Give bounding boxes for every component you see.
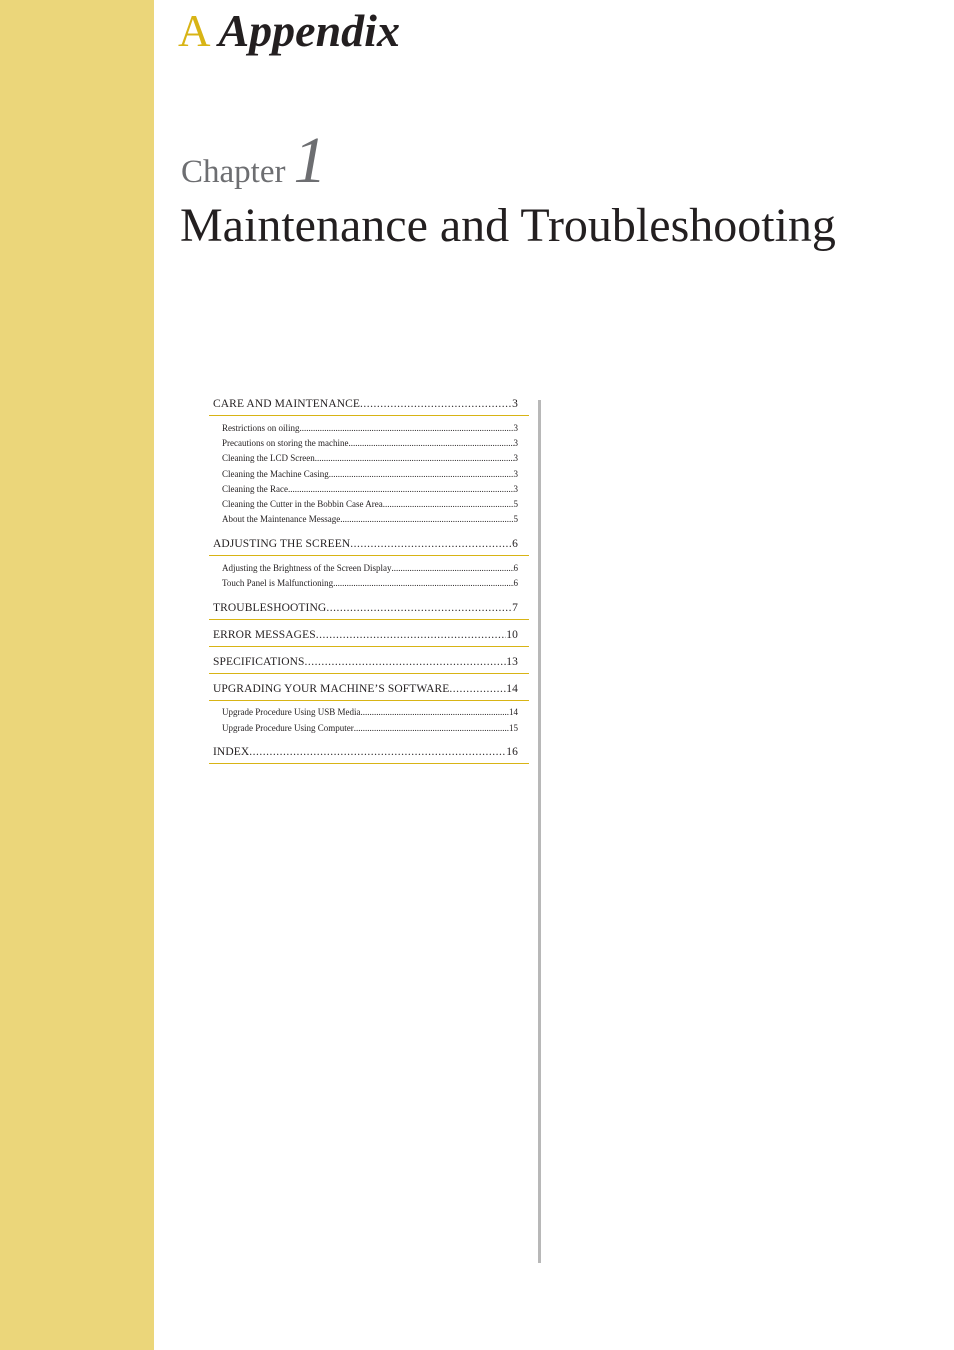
toc-subsection-row	[222, 563, 518, 573]
toc-subsection[interactable]	[222, 512, 518, 527]
toc-subsection-page: 14	[509, 707, 518, 718]
toc-subsection-title: Upgrade Procedure Using Computer	[222, 722, 354, 733]
dot-leader	[333, 578, 513, 588]
toc-section-page: 6	[512, 538, 518, 551]
toc-section-title: SPECIFICATIONS	[213, 655, 305, 668]
chapter-title: Maintenance and Troubleshooting	[180, 199, 836, 252]
toc-subsection-list	[209, 701, 529, 738]
chapter-label	[181, 124, 327, 197]
dot-leader	[249, 746, 506, 758]
toc-subsection[interactable]	[222, 705, 518, 720]
toc-subsection-row	[222, 707, 518, 717]
dot-leader	[360, 398, 512, 410]
toc-section-page: 7	[512, 601, 518, 614]
toc-section-title: TROUBLESHOOTING	[213, 601, 327, 614]
dot-leader	[315, 453, 514, 463]
toc-subsection[interactable]	[222, 720, 518, 735]
toc-subsection-row	[222, 578, 518, 588]
dot-leader	[305, 656, 507, 668]
toc-subsection-row	[222, 453, 518, 463]
vertical-divider	[538, 400, 541, 1263]
dot-leader	[360, 707, 509, 717]
dot-leader	[316, 629, 507, 641]
toc-subsection-page: 3	[513, 437, 518, 448]
toc-section-row	[213, 602, 518, 619]
dot-leader	[329, 469, 514, 479]
chapter-number: 1	[293, 124, 327, 197]
toc-subsection-page: 6	[513, 578, 518, 589]
toc-section-page: 16	[506, 746, 518, 759]
toc-section-title: ERROR MESSAGES	[213, 628, 316, 641]
toc-subsection[interactable]	[222, 481, 518, 496]
toc-section-page: 13	[506, 655, 518, 668]
toc-subsection-title: Cleaning the Machine Casing	[222, 468, 329, 479]
dot-leader	[340, 514, 513, 524]
toc-subsection-row	[222, 484, 518, 494]
toc-section[interactable]	[209, 623, 529, 647]
toc-subsection-page: 3	[513, 422, 518, 433]
toc-section-page: 14	[506, 682, 518, 695]
appendix-header	[178, 5, 400, 56]
toc-subsection-page: 15	[509, 722, 518, 733]
toc-subsection-title: Upgrade Procedure Using USB Media	[222, 707, 361, 718]
toc-subsection-row	[222, 438, 518, 448]
appendix-letter: A	[178, 6, 211, 56]
toc-subsection-title: Cleaning the Cutter in the Bobbin Case Area	[222, 499, 383, 510]
toc-subsection-list	[209, 556, 529, 593]
toc-subsection-row	[222, 514, 518, 524]
toc-section[interactable]	[209, 596, 529, 620]
toc-subsection-title: Touch Panel is Malfunctioning	[222, 578, 334, 589]
toc-subsection-page: 6	[513, 562, 518, 573]
side-color-band	[0, 0, 154, 1350]
toc-subsection-row	[222, 723, 518, 733]
toc-subsection-page: 5	[513, 514, 518, 525]
toc-subsection[interactable]	[222, 466, 518, 481]
toc-subsection-row	[222, 499, 518, 509]
chapter-word: Chapter	[181, 154, 286, 190]
toc-subsection-page: 3	[513, 453, 518, 464]
dot-leader	[449, 683, 506, 695]
toc-subsection-row	[222, 469, 518, 479]
dot-leader	[350, 538, 512, 550]
toc-section[interactable]	[209, 532, 529, 556]
toc-subsection-list	[209, 416, 529, 529]
toc-section-title: CARE AND MAINTENANCE	[213, 398, 361, 410]
toc-section[interactable]	[209, 740, 529, 764]
dot-leader	[288, 484, 514, 494]
table-of-contents	[209, 392, 529, 764]
toc-subsection-page: 3	[513, 468, 518, 479]
toc-subsection-title: About the Maintenance Message	[222, 514, 341, 525]
toc-section[interactable]	[209, 677, 529, 701]
toc-section-row	[213, 746, 518, 763]
toc-subsection[interactable]	[222, 420, 518, 435]
toc-section-page: 10	[506, 628, 518, 641]
toc-section-title: INDEX	[213, 746, 250, 759]
toc-subsection-title: Restrictions on oiling	[222, 422, 300, 433]
toc-subsection-page: 3	[513, 483, 518, 494]
toc-section-row	[213, 656, 518, 673]
dot-leader	[300, 423, 514, 433]
toc-section[interactable]	[209, 650, 529, 674]
toc-subsection-title: Precautions on storing the machine	[222, 437, 349, 448]
toc-section-row	[213, 538, 518, 555]
toc-subsection-title: Cleaning the LCD Screen	[222, 453, 315, 464]
toc-subsection[interactable]	[222, 496, 518, 511]
toc-subsection[interactable]	[222, 451, 518, 466]
toc-subsection-title: Cleaning the Race	[222, 483, 288, 494]
toc-section-title: ADJUSTING THE SCREEN	[213, 538, 351, 551]
toc-section-title: UPGRADING YOUR MACHINE’S SOFTWARE	[213, 682, 450, 695]
dot-leader	[391, 563, 513, 573]
toc-subsection-page: 5	[513, 499, 518, 510]
appendix-title: Appendix	[218, 5, 400, 56]
toc-section-row	[213, 398, 518, 415]
toc-subsection[interactable]	[222, 435, 518, 450]
toc-subsection-title: Adjusting the Brightness of the Screen Display	[222, 562, 392, 573]
toc-subsection[interactable]	[222, 560, 518, 575]
dot-leader	[326, 602, 512, 614]
toc-subsection[interactable]	[222, 575, 518, 590]
toc-subsection-row	[222, 423, 518, 433]
toc-section-row	[213, 629, 518, 646]
dot-leader	[383, 499, 514, 509]
dot-leader	[348, 438, 513, 448]
toc-section-page: 3	[512, 398, 518, 410]
toc-section[interactable]	[209, 392, 529, 416]
toc-section-row	[213, 683, 518, 700]
dot-leader	[354, 723, 509, 733]
